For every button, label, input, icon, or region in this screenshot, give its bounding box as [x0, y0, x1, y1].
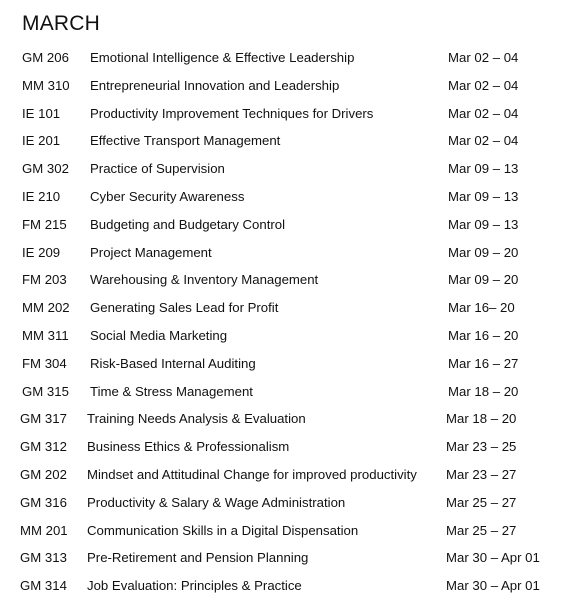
course-dates: Mar 23 – 27 — [446, 466, 517, 482]
course-dates: Mar 02 – 04 — [448, 77, 519, 93]
course-title: Effective Transport Management — [90, 133, 281, 149]
course-code: IE 209 — [22, 244, 61, 260]
course-title: Productivity Improvement Techniques for Drivers — [90, 105, 374, 121]
course-row — [0, 211, 564, 239]
course-title: Communication Skills in a Digital Dispensation — [87, 522, 359, 538]
course-row — [0, 72, 564, 100]
course-code: GM 314 — [20, 578, 67, 594]
course-code: MM 311 — [22, 327, 69, 343]
course-row — [0, 127, 564, 155]
course-row — [0, 294, 564, 322]
course-dates: Mar 18 – 20 — [446, 411, 517, 427]
course-dates: Mar 25 – 27 — [446, 522, 517, 538]
course-row — [0, 433, 564, 461]
course-title: Time & Stress Management — [90, 383, 253, 399]
course-row — [0, 405, 564, 433]
month-heading: MARCH — [22, 12, 100, 35]
course-row — [0, 572, 564, 600]
course-code: GM 206 — [22, 50, 69, 65]
course-code: GM 316 — [20, 494, 67, 510]
course-code: MM 310 — [22, 77, 70, 93]
course-title: Risk-Based Internal Auditing — [90, 355, 256, 371]
course-row — [0, 100, 564, 128]
course-code: IE 101 — [22, 105, 61, 121]
course-row — [0, 155, 564, 183]
course-row — [0, 239, 564, 267]
course-code: FM 215 — [22, 216, 67, 232]
course-title: Entrepreneurial Innovation and Leadership — [90, 77, 340, 93]
course-title: Budgeting and Budgetary Control — [90, 216, 286, 232]
course-dates: Mar 25 – 27 — [446, 494, 517, 510]
course-dates: Mar 30 – Apr 01 — [446, 550, 540, 566]
course-row — [0, 517, 564, 545]
course-row — [0, 461, 564, 489]
course-title: Generating Sales Lead for Profit — [90, 300, 279, 316]
course-dates: Mar 23 – 25 — [446, 439, 517, 455]
course-row — [0, 378, 564, 406]
course-dates: Mar 16– 20 — [448, 300, 515, 316]
course-code: IE 201 — [22, 133, 61, 149]
course-dates: Mar 02 – 04 — [448, 50, 519, 65]
course-row — [0, 322, 564, 350]
course-title: Mindset and Attitudinal Change for improved productivity — [87, 466, 417, 482]
course-code: MM 202 — [22, 300, 70, 316]
course-title: Pre-Retirement and Pension Planning — [87, 550, 309, 566]
course-dates: Mar 02 – 04 — [448, 133, 519, 149]
course-dates: Mar 16 – 27 — [448, 355, 519, 371]
course-dates: Mar 02 – 04 — [448, 105, 519, 121]
course-dates: Mar 16 – 20 — [448, 327, 519, 343]
course-dates: Mar 18 – 20 — [448, 383, 519, 399]
course-title: Business Ethics & Professionalism — [87, 439, 290, 455]
course-code: GM 312 — [20, 439, 67, 455]
course-row — [0, 44, 564, 72]
course-code: GM 202 — [20, 466, 67, 482]
course-row — [0, 183, 564, 211]
course-dates: Mar 09 – 20 — [448, 244, 519, 260]
course-title: Project Management — [90, 244, 212, 260]
course-title: Job Evaluation: Principles & Practice — [87, 578, 302, 594]
course-row — [0, 489, 564, 517]
course-code: FM 203 — [22, 272, 67, 288]
course-title: Productivity & Salary & Wage Administration — [87, 494, 346, 510]
course-row — [0, 544, 564, 572]
course-row — [0, 350, 564, 378]
course-title: Warehousing & Inventory Management — [90, 272, 319, 288]
course-title: Social Media Marketing — [90, 327, 228, 343]
course-dates: Mar 30 – Apr 01 — [446, 578, 540, 594]
course-code: GM 315 — [22, 383, 69, 399]
course-row — [0, 266, 564, 294]
course-code: MM 201 — [20, 522, 68, 538]
course-title: Emotional Intelligence & Effective Leadership — [90, 50, 355, 65]
course-code: GM 317 — [20, 411, 67, 427]
course-title: Cyber Security Awareness — [90, 188, 245, 204]
course-schedule — [0, 44, 564, 600]
course-dates: Mar 09 – 13 — [448, 188, 519, 204]
course-dates: Mar 09 – 13 — [448, 161, 519, 177]
course-dates: Mar 09 – 13 — [448, 216, 519, 232]
course-code: FM 304 — [22, 355, 67, 371]
course-dates: Mar 09 – 20 — [448, 272, 519, 288]
course-title: Training Needs Analysis & Evaluation — [87, 411, 306, 427]
course-code: IE 210 — [22, 188, 61, 204]
course-code: GM 313 — [20, 550, 67, 566]
course-title: Practice of Supervision — [90, 161, 225, 177]
course-code: GM 302 — [22, 161, 69, 177]
